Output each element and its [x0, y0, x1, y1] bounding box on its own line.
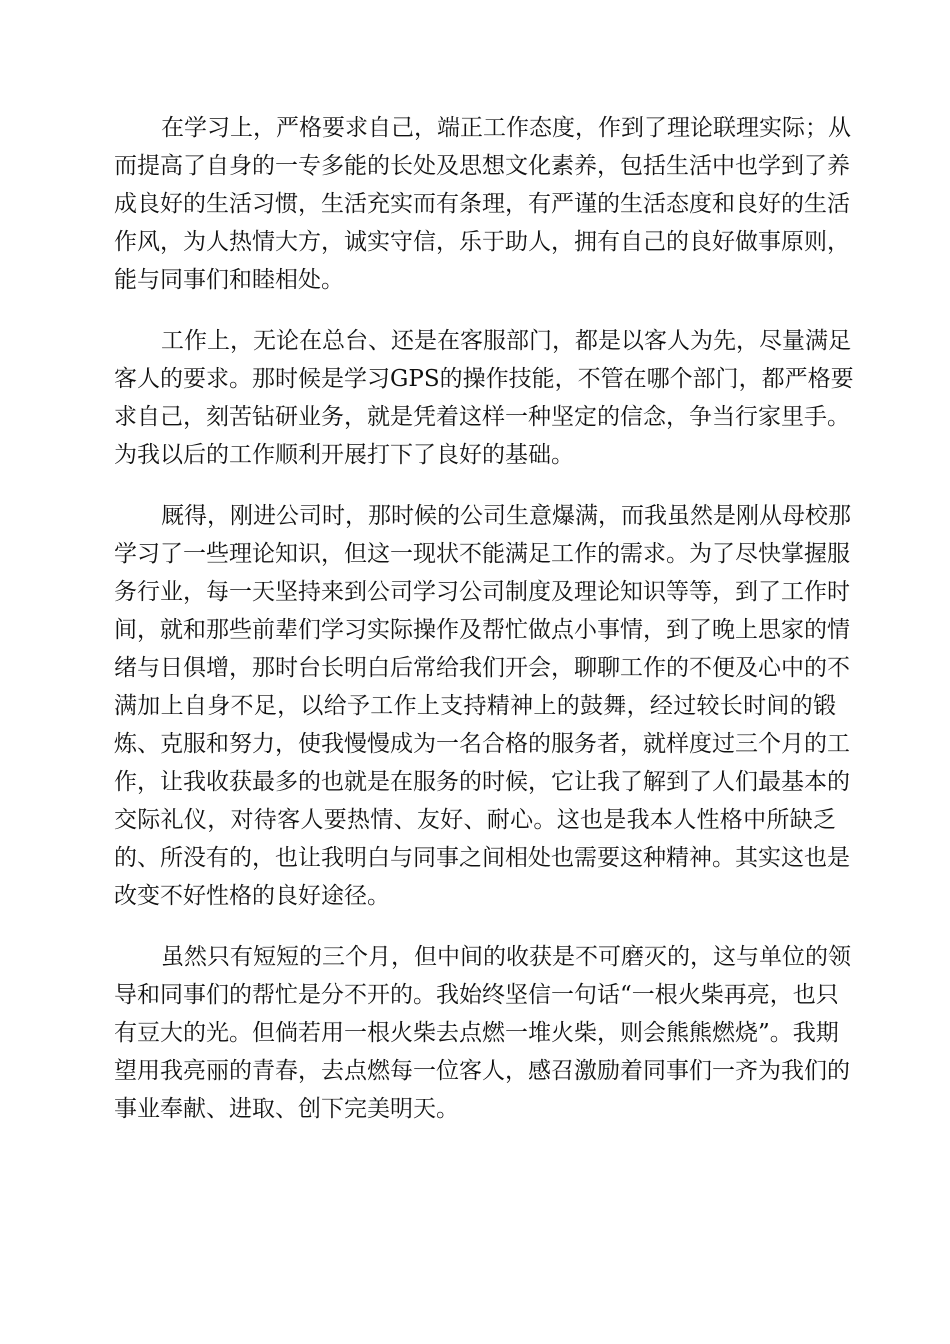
paragraph-line: 望用我亮丽的青春，去点燃每一位客人，感召激励着同事们一齐为我们的 — [114, 1058, 850, 1084]
document-body — [114, 109, 854, 1128]
paragraph-line: 绪与日俱增，那时台长明白后常给我们开会，聊聊工作的不便及心中的不 — [114, 655, 850, 681]
paragraph-experience — [114, 497, 851, 915]
paragraph-work — [114, 322, 854, 474]
paragraph-line: 而提高了自身的一专多能的长处及思想文化素养，包括生活中也学到了养 — [114, 153, 850, 179]
paragraph-line: 有豆大的光。但倘若用一根火柴去点燃一堆火柴，则会熊熊燃烧”。我期 — [114, 1020, 839, 1046]
paragraph-line: 在学习上，严格要求自己，端正工作态度，作到了理论联理实际；从 — [161, 115, 851, 141]
paragraph-line: 为我以后的工作顺利开展打下了良好的基础。 — [114, 442, 574, 468]
paragraph-study — [114, 109, 851, 299]
paragraph-line: 能与同事们和睦相处。 — [114, 267, 344, 293]
paragraph-line: 满加上自身不足，以给予工作上支持精神上的鼓舞，经过较长时间的锻 — [114, 693, 836, 719]
paragraph-line: 交际礼仪，对待客人要热情、友好、耐心。这也是我本人性格中所缺乏 — [114, 807, 836, 833]
paragraph-gap — [114, 915, 836, 938]
paragraph-conclusion — [114, 938, 851, 1128]
paragraph-gap — [114, 474, 836, 497]
paragraph-line: 的、所没有的，也让我明白与同事之间相处也需要这种精神。其实这也是 — [114, 845, 850, 871]
paragraph-line: 工作上，无论在总台、还是在客服部门，都是以客人为先，尽量满足 — [161, 328, 851, 354]
paragraph-line: 求自己，刻苦钻研业务，就是凭着这样一种坚定的信念，争当行家里手。 — [114, 404, 850, 430]
paragraph-line: 客人的要求。那时候是学习GPS的操作技能，不管在哪个部门，都严格要 — [114, 366, 854, 392]
paragraph-line: 事业奉献、进取、创下完美明天。 — [114, 1096, 459, 1122]
paragraph-line: 成良好的生活习惯，生活充实而有条理，有严谨的生活态度和良好的生活 — [114, 191, 850, 217]
paragraph-line: 间，就和那些前辈们学习实际操作及帮忙做点小事情，到了晚上思家的情 — [114, 617, 850, 643]
paragraph-line: 务行业，每一天坚持来到公司学习公司制度及理论知识等等，到了工作时 — [114, 579, 850, 605]
paragraph-line: 学习了一些理论知识，但这一现状不能满足工作的需求。为了尽快掌握服 — [114, 541, 850, 567]
paragraph-line: 作，让我收获最多的也就是在服务的时候，它让我了解到了人们最基本的 — [114, 769, 850, 795]
paragraph-line: 炼、克服和努力，使我慢慢成为一名合格的服务者，就样度过三个月的工 — [114, 731, 850, 757]
paragraph-line: 虽然只有短短的三个月，但中间的收获是不可磨灭的，这与单位的领 — [161, 944, 851, 970]
paragraph-line: 作风，为人热情大方，诚实守信，乐于助人，拥有自己的良好做事原则， — [114, 229, 850, 255]
paragraph-line: 改变不好性格的良好途径。 — [114, 883, 390, 909]
paragraph-line: 厩得，刚进公司时，那时候的公司生意爆满，而我虽然是刚从母校那 — [161, 503, 851, 529]
paragraph-line: 导和同事们的帮忙是分不开的。我始终坚信一句话“一根火柴再亮，也只 — [114, 982, 839, 1008]
paragraph-gap — [114, 299, 836, 322]
